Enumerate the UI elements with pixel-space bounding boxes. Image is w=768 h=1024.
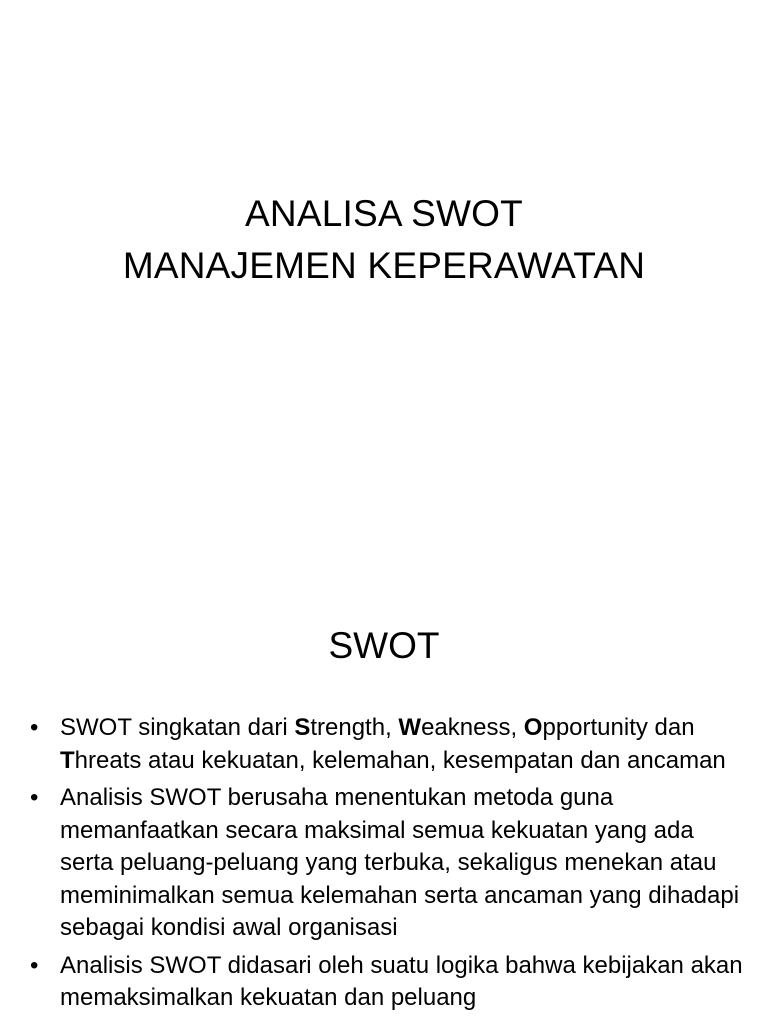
opportunity-rest: pportunity dan (542, 714, 695, 741)
weakness-initial: W (398, 714, 422, 741)
slide-title-heading (0, 188, 768, 292)
strength-rest: trength, (310, 714, 399, 741)
title-line-2: MANAJEMEN KEPERAWATAN (122, 245, 646, 286)
threats-rest: hreats atau kekuatan, kelemahan, kesempatan dan ancaman (74, 746, 726, 774)
bullet-list (30, 712, 748, 1020)
bullet-text-3: Analisis SWOT didasari oleh suatu logika bahwa kebijakan akan memaksimalkan kekuatan dan peluang (60, 951, 743, 1011)
bullet-dot-icon: • (30, 714, 39, 741)
strength-initial: S (294, 714, 311, 741)
weakness-rest: eakness, (421, 714, 524, 741)
bullet-dot-icon: • (30, 784, 39, 811)
swot-heading: SWOT (328, 625, 440, 666)
slide-swot (0, 576, 768, 1024)
bullet-item-2 (30, 782, 748, 945)
title-line-1: ANALISA SWOT (245, 193, 523, 234)
bullet-dot-icon: • (30, 951, 39, 979)
bullet-text-1 (60, 714, 726, 774)
bullet-text-2: Analisis SWOT berusaha menentukan metoda guna memanfaatkan secara maksimal semua kekuatan yang ada serta peluang-peluang yang terbuka, sekaligus menekan atau meminimalkan semua kelemahan serta ancaman yang dihadapi sebagai kondisi awal organisasi (60, 784, 740, 941)
bullet-item-3 (30, 950, 748, 1015)
bullet1-prefix: SWOT singkatan dari (60, 714, 295, 741)
bullet-item-1 (30, 712, 748, 777)
opportunity-initial: O (523, 714, 543, 741)
threats-initial: T (60, 746, 75, 774)
